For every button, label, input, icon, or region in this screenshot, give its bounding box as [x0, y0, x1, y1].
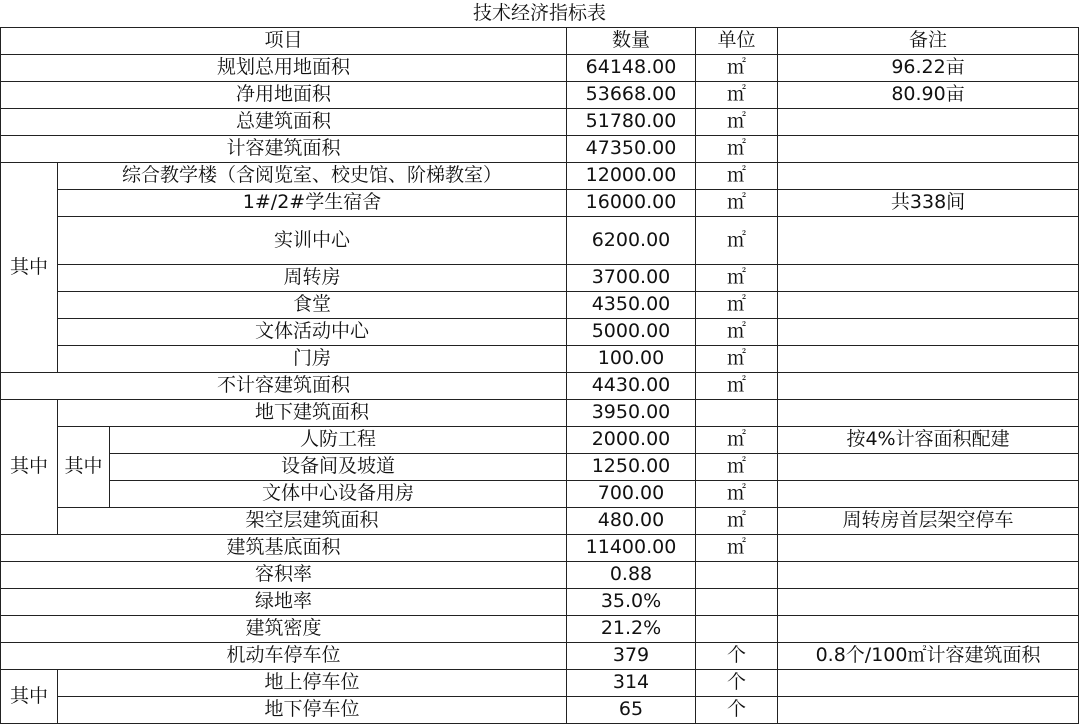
- table-row: [1, 54, 1079, 81]
- row-remark: [778, 264, 1079, 291]
- row-unit: ㎡: [696, 372, 778, 399]
- header-remark: 备注: [778, 27, 1079, 54]
- row-remark: [778, 453, 1079, 480]
- row-remark: [778, 372, 1079, 399]
- row-quantity: 5000.00: [567, 318, 696, 345]
- row-item: 地下建筑面积: [58, 399, 567, 426]
- table-row: [1, 162, 1079, 189]
- row-item: 机动车停车位: [1, 642, 567, 669]
- row-item: 人防工程: [110, 426, 567, 453]
- table-title: 技术经济指标表: [1, 0, 1079, 27]
- table-row: [1, 426, 1079, 453]
- row-unit: 个: [696, 669, 778, 696]
- table-row: [1, 642, 1079, 669]
- row-remark: 0.8个/100㎡计容建筑面积: [778, 642, 1079, 669]
- group-label: 其中: [1, 162, 58, 372]
- row-item: 地上停车位: [58, 669, 567, 696]
- row-item: 绿地率: [1, 588, 567, 615]
- row-unit: ㎡: [696, 54, 778, 81]
- table-row: [1, 561, 1079, 588]
- row-item: 容积率: [1, 561, 567, 588]
- table-row: [1, 480, 1079, 507]
- group-label: 其中: [1, 669, 58, 723]
- row-unit: [696, 399, 778, 426]
- row-quantity: 700.00: [567, 480, 696, 507]
- row-quantity: 51780.00: [567, 108, 696, 135]
- table-row: [1, 318, 1079, 345]
- table-row: [1, 615, 1079, 642]
- row-remark: [778, 588, 1079, 615]
- row-unit: [696, 588, 778, 615]
- row-quantity: 379: [567, 642, 696, 669]
- row-quantity: 35.0%: [567, 588, 696, 615]
- table-row: [1, 453, 1079, 480]
- table-row: [1, 507, 1079, 534]
- table-row: [1, 534, 1079, 561]
- row-remark: [778, 162, 1079, 189]
- row-unit: ㎡: [696, 318, 778, 345]
- row-remark: [778, 399, 1079, 426]
- header-quantity: 数量: [567, 27, 696, 54]
- row-unit: ㎡: [696, 453, 778, 480]
- row-remark: [778, 108, 1079, 135]
- row-quantity: 64148.00: [567, 54, 696, 81]
- row-item: 建筑密度: [1, 615, 567, 642]
- row-item: 1#/2#学生宿舍: [58, 189, 567, 216]
- row-remark: [778, 561, 1079, 588]
- row-quantity: 480.00: [567, 507, 696, 534]
- row-unit: [696, 615, 778, 642]
- row-quantity: 2000.00: [567, 426, 696, 453]
- row-item: 净用地面积: [1, 81, 567, 108]
- header-item: 项目: [1, 27, 567, 54]
- table-row: [1, 399, 1079, 426]
- row-item: 文体中心设备用房: [110, 480, 567, 507]
- header-unit: 单位: [696, 27, 778, 54]
- row-remark: 按4%计容面积配建: [778, 426, 1079, 453]
- row-unit: ㎡: [696, 507, 778, 534]
- row-quantity: 12000.00: [567, 162, 696, 189]
- row-item: 不计容建筑面积: [1, 372, 567, 399]
- row-quantity: 6200.00: [567, 216, 696, 264]
- table-row: [1, 588, 1079, 615]
- row-unit: ㎡: [696, 480, 778, 507]
- table-row: [1, 189, 1079, 216]
- row-remark: [778, 345, 1079, 372]
- row-item: 周转房: [58, 264, 567, 291]
- title-row: [1, 0, 1079, 27]
- row-quantity: 314: [567, 669, 696, 696]
- row-quantity: 4350.00: [567, 291, 696, 318]
- row-item: 建筑基底面积: [1, 534, 567, 561]
- row-remark: [778, 480, 1079, 507]
- row-unit: [696, 561, 778, 588]
- row-remark: [778, 216, 1079, 264]
- table-row: [1, 291, 1079, 318]
- table-row: [1, 216, 1079, 264]
- table-row: [1, 135, 1079, 162]
- row-remark: [778, 534, 1079, 561]
- row-quantity: 21.2%: [567, 615, 696, 642]
- row-remark: [778, 135, 1079, 162]
- header-row: [1, 27, 1079, 54]
- row-unit: ㎡: [696, 264, 778, 291]
- row-quantity: 65: [567, 696, 696, 723]
- row-quantity: 53668.00: [567, 81, 696, 108]
- row-quantity: 3950.00: [567, 399, 696, 426]
- row-unit: ㎡: [696, 108, 778, 135]
- row-unit: ㎡: [696, 534, 778, 561]
- row-quantity: 11400.00: [567, 534, 696, 561]
- row-quantity: 4430.00: [567, 372, 696, 399]
- row-item: 门房: [58, 345, 567, 372]
- row-unit: 个: [696, 642, 778, 669]
- row-item: 规划总用地面积: [1, 54, 567, 81]
- table-row: [1, 372, 1079, 399]
- row-item: 实训中心: [58, 216, 567, 264]
- row-item: 设备间及坡道: [110, 453, 567, 480]
- row-unit: ㎡: [696, 291, 778, 318]
- table-row: [1, 81, 1079, 108]
- row-unit: ㎡: [696, 345, 778, 372]
- table-row: [1, 696, 1079, 723]
- row-remark: 96.22亩: [778, 54, 1079, 81]
- row-remark: 80.90亩: [778, 81, 1079, 108]
- row-item: 计容建筑面积: [1, 135, 567, 162]
- row-quantity: 0.88: [567, 561, 696, 588]
- table-row: [1, 669, 1079, 696]
- row-unit: ㎡: [696, 162, 778, 189]
- row-item: 总建筑面积: [1, 108, 567, 135]
- row-remark: 共338间: [778, 189, 1079, 216]
- subgroup-label: 其中: [58, 426, 110, 507]
- table-row: [1, 345, 1079, 372]
- row-quantity: 1250.00: [567, 453, 696, 480]
- table-row: [1, 108, 1079, 135]
- row-remark: [778, 318, 1079, 345]
- row-item: 架空层建筑面积: [58, 507, 567, 534]
- row-remark: 周转房首层架空停车: [778, 507, 1079, 534]
- row-remark: [778, 615, 1079, 642]
- row-remark: [778, 291, 1079, 318]
- row-unit: ㎡: [696, 81, 778, 108]
- row-item: 文体活动中心: [58, 318, 567, 345]
- row-unit: ㎡: [696, 426, 778, 453]
- row-quantity: 100.00: [567, 345, 696, 372]
- row-remark: [778, 696, 1079, 723]
- row-unit: ㎡: [696, 216, 778, 264]
- row-remark: [778, 669, 1079, 696]
- row-unit: ㎡: [696, 189, 778, 216]
- row-item: 食堂: [58, 291, 567, 318]
- row-quantity: 3700.00: [567, 264, 696, 291]
- table-row: [1, 264, 1079, 291]
- row-item: 地下停车位: [58, 696, 567, 723]
- row-item: 综合教学楼（含阅览室、校史馆、阶梯教室）: [58, 162, 567, 189]
- group-label: 其中: [1, 399, 58, 534]
- row-quantity: 16000.00: [567, 189, 696, 216]
- row-unit: ㎡: [696, 135, 778, 162]
- row-quantity: 47350.00: [567, 135, 696, 162]
- row-unit: 个: [696, 696, 778, 723]
